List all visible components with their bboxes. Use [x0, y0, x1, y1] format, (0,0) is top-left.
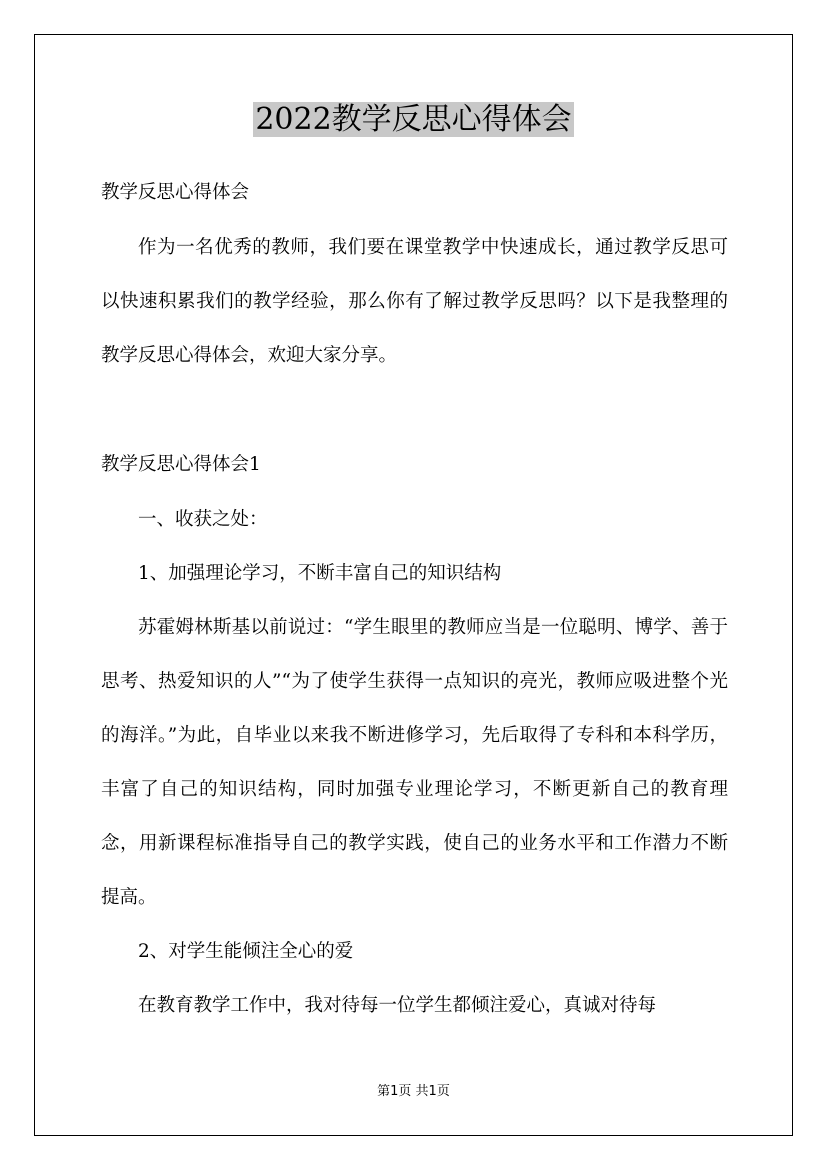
- document-title: 2022教学反思心得体会: [255, 102, 572, 137]
- intro-paragraph: 作为一名优秀的教师，我们要在课堂教学中快速成长，通过教学反思可以快速积累我们的教学经验，那么你有了解过教学反思吗？以下是我整理的教学反思心得体会，欢迎大家分享。: [101, 237, 728, 366]
- spacer: [101, 485, 728, 493]
- item1-paragraph: 苏霍姆林斯基以前说过：“学生眼里的教师应当是一位聪明、博学、善于思考、热爱知识的人”“为了使学生获得一点知识的亮光，教师应吸进整个光的海洋。”为此，自毕业以来我不断进修学习，先后取得了专科和本科学历，丰富了自己的知识结构，同时加强专业理论学习，不断更新自己的教育理念，用新课程标准指导自己的教学实践，使自己的业务水平和工作潜力不断提高。: [101, 617, 728, 908]
- document-title-container: [0, 98, 827, 142]
- item2-title: 2、对学生能倾注全心的爱: [138, 941, 354, 962]
- section-point: 一、收获之处：: [138, 509, 268, 530]
- item1-title: 1、加强理论学习，不断丰富自己的知识结构: [138, 563, 502, 584]
- page-footer: 第1页 共1页: [377, 1084, 450, 1099]
- subtitle: 教学反思心得体会: [101, 182, 250, 203]
- spacer: [101, 383, 728, 445]
- section-title: 教学反思心得体会1: [101, 454, 261, 475]
- spacer: [101, 213, 728, 221]
- document-body: [101, 173, 728, 1033]
- item2-paragraph: 在教育教学工作中，我对待每一位学生都倾注爱心，真诚对待每: [138, 995, 657, 1016]
